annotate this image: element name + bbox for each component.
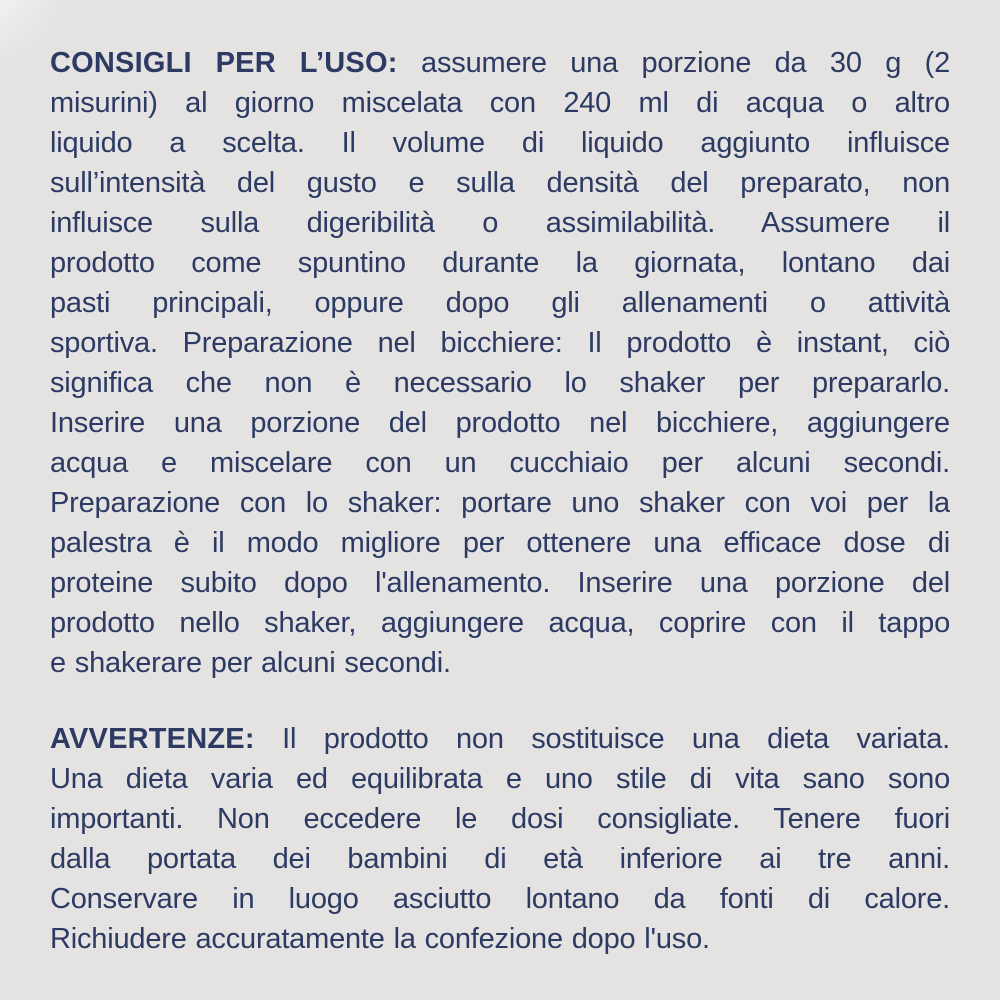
text-line: influisce sulla digeribilità o assimilabilità. Assumere il [50, 207, 950, 239]
text-line: Conservare in luogo asciutto lontano da fonti di calore. [50, 883, 950, 915]
text-line: palestra è il modo migliore per ottenere una efficace dose di [50, 527, 950, 559]
text-line: liquido a scelta. Il volume di liquido aggiunto influisce [50, 127, 950, 159]
text-line: CONSIGLI PER L’USO: assumere una porzione da 30 g (2 [50, 47, 950, 79]
text-line: misurini) al giorno miscelata con 240 ml di acqua o altro [50, 87, 950, 119]
section-heading: CONSIGLI PER L’USO: [50, 47, 398, 79]
text-line: Inserire una porzione del prodotto nel bicchiere, aggiungere [50, 407, 950, 439]
text-line: dalla portata dei bambini di età inferiore ai tre anni. [50, 843, 950, 875]
text-line: importanti. Non eccedere le dosi consigliate. Tenere fuori [50, 803, 950, 835]
section-heading: AVVERTENZE: [50, 723, 255, 755]
text-line: sull’intensità del gusto e sulla densità del preparato, non [50, 167, 950, 199]
text-line: prodotto nello shaker, aggiungere acqua, coprire con il tappo [50, 607, 950, 639]
text-line: e shakerare per alcuni secondi. [50, 647, 451, 679]
warnings-section [50, 719, 950, 959]
text-line: sportiva. Preparazione nel bicchiere: Il prodotto è instant, ciò [50, 327, 950, 359]
text-line: AVVERTENZE: Il prodotto non sostituisce una dieta variata. [50, 723, 950, 755]
text-line: acqua e miscelare con un cucchiaio per alcuni secondi. [50, 447, 950, 479]
text-line: prodotto come spuntino durante la giornata, lontano dai [50, 247, 950, 279]
text-line: Richiudere accuratamente la confezione dopo l'uso. [50, 923, 710, 955]
text-line: Una dieta varia ed equilibrata e uno stile di vita sano sono [50, 763, 950, 795]
text-line: proteine subito dopo l'allenamento. Inserire una porzione del [50, 567, 950, 599]
text-line: Preparazione con lo shaker: portare uno shaker con voi per la [50, 487, 950, 519]
text-line: pasti principali, oppure dopo gli allenamenti o attività [50, 287, 950, 319]
text-line: significa che non è necessario lo shaker per prepararlo. [50, 367, 950, 399]
usage-instructions-section [50, 43, 950, 683]
